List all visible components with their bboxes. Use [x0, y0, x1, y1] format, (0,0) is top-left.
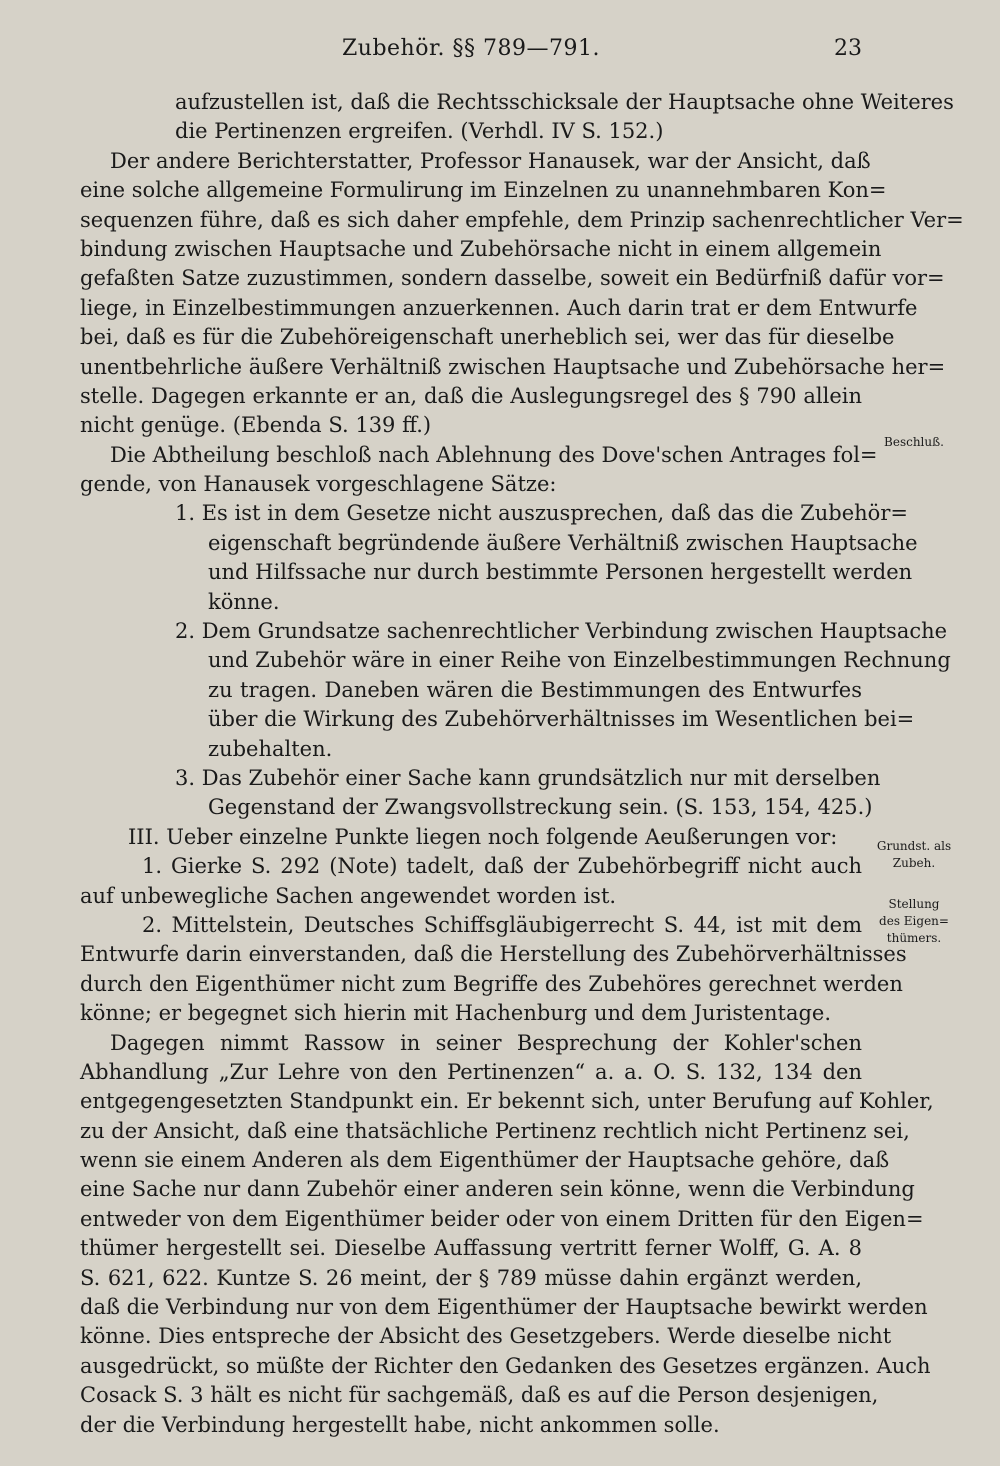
margin-note-line: Grundst. als — [876, 839, 952, 853]
text-line: bindung zwischen Hauptsache und Zubehörsache nicht in einem allgemein — [80, 236, 882, 261]
margin-note-grundstueck — [866, 838, 962, 872]
text-line: Cosack S. 3 hält es nicht für sachgemäß, daß es auf die Person desjenigen, — [80, 1383, 879, 1408]
text-line: thümer hergestellt sei. Dieselbe Auffassung vertritt ferner Wolff, G. A. 8 — [80, 1236, 862, 1261]
margin-note-beschluss — [866, 434, 962, 451]
text-line: Der andere Berichterstatter, Professor Hanausek, war der Ansicht, daß — [110, 148, 871, 173]
text-line: 2. Mittelstein, Deutsches Schiffsgläubigerrecht S. 44, ist mit dem — [142, 912, 862, 937]
text-line: bei, daß es für die Zubehöreigenschaft unerheblich sei, wer das für dieselbe — [80, 325, 895, 350]
list-item-line: über die Wirkung des Zubehörverhältnisses im Wesentlichen bei= — [208, 707, 915, 732]
text-line: könne; er begegnet sich hierin mit Hachenburg und dem Juristentage. — [80, 1001, 832, 1026]
text-line: die Pertinenzen ergreifen. (Verhdl. IV S. 152.) — [175, 119, 664, 144]
list-item-line: zubehalten. — [208, 736, 333, 761]
margin-note-stellung — [866, 896, 962, 947]
text-line: aufzustellen ist, daß die Rechtsschicksale der Hauptsache ohne Weiteres — [175, 90, 954, 114]
text-line: eine Sache nur dann Zubehör einer anderen sein könne, wenn die Verbindung — [80, 1177, 915, 1202]
section-heading-line: III. Ueber einzelne Punkte liegen noch folgende Aeußerungen vor: — [128, 824, 838, 849]
text-line: unentbehrliche äußere Verhältniß zwischen Hauptsache und Zubehörsache her= — [80, 354, 946, 379]
list-item-line: und Zubehör wäre in einer Reihe von Einzelbestimmungen Rechnung — [208, 648, 951, 673]
text-line: durch den Eigenthümer nicht zum Begriffe des Zubehöres gerechnet werden — [80, 971, 903, 996]
text-line: stelle. Dagegen erkannte er an, daß die Auslegungsregel des § 790 allein — [80, 383, 862, 408]
margin-note-line: Stellung — [888, 897, 940, 911]
text-line: Abhandlung „Zur Lehre von den Pertinenzen“ a. a. O. S. 132, 134 den — [80, 1059, 862, 1084]
text-line: Entwurfe darin einverstanden, daß die Herstellung des Zubehörverhältnisses — [80, 942, 907, 967]
text-line: auf unbewegliche Sachen angewendet worden ist. — [80, 883, 617, 908]
text-line: daß die Verbindung nur von dem Eigenthümer der Hauptsache bewirkt werden — [80, 1295, 928, 1320]
text-line: 1. Gierke S. 292 (Note) tadelt, daß der Zubehörbegriff nicht auch — [142, 854, 862, 879]
running-head: Zubehör. §§ 789—791. — [341, 36, 601, 61]
list-item-line: 3. Das Zubehör einer Sache kann grundsätzlich nur mit derselben — [175, 765, 881, 790]
text-line: Die Abtheilung beschloß nach Ablehnung des Dove'schen Antrages fol= — [110, 442, 878, 467]
text-line: zu der Ansicht, daß eine thatsächliche Pertinenz rechtlich nicht Pertinenz sei, — [80, 1118, 910, 1143]
list-item-line: 1. Es ist in dem Gesetze nicht auszusprechen, daß das die Zubehör= — [175, 501, 908, 526]
text-line: der die Verbindung hergestellt habe, nicht ankommen solle. — [80, 1412, 720, 1437]
text-line: entweder von dem Eigenthümer beider oder von einem Dritten für den Eigen= — [80, 1206, 924, 1231]
text-line: eine solche allgemeine Formulirung im Einzelnen zu unannehmbaren Kon= — [80, 178, 887, 203]
list-item-line: 2. Dem Grundsatze sachenrechtlicher Verbindung zwischen Hauptsache — [175, 619, 948, 644]
text-line: nicht genüge. (Ebenda S. 139 ff.) — [80, 413, 432, 438]
text-line: könne. Dies entspreche der Absicht des Gesetzgebers. Werde dieselbe nicht — [80, 1324, 892, 1349]
margin-note-line: thümers. — [886, 931, 942, 945]
text-line: ausgedrückt, so müßte der Richter den Gedanken des Gesetzes ergänzen. Auch — [80, 1353, 931, 1378]
text-line: sequenzen führe, daß es sich daher empfehle, dem Prinzip sachenrechtlicher Ver= — [80, 207, 964, 232]
text-line: liege, in Einzelbestimmungen anzuerkennen. Auch darin trat er dem Entwurfe — [80, 295, 918, 320]
page-number: 23 — [834, 36, 862, 61]
text-line: gefaßten Satze zuzustimmen, sondern dasselbe, soweit ein Bedürfniß dafür vor= — [80, 266, 945, 291]
list-item-line: Gegenstand der Zwangsvollstreckung sein. (S. 153, 154, 425.) — [208, 795, 873, 820]
text-line: Dagegen nimmt Rassow in seiner Besprechung der Kohler'schen — [110, 1030, 862, 1055]
text-line: entgegengesetzten Standpunkt ein. Er bekennt sich, unter Berufung auf Kohler, — [80, 1089, 934, 1114]
list-item-line: zu tragen. Daneben wären die Bestimmungen des Entwurfes — [208, 677, 862, 702]
margin-note-line: Beschluß. — [884, 435, 944, 449]
list-item-line: eigenschaft begründende äußere Verhältniß zwischen Hauptsache — [208, 530, 918, 555]
list-item-line: und Hilfssache nur durch bestimmte Personen hergestellt werden — [208, 560, 913, 585]
margin-note-line: des Eigen= — [879, 914, 949, 928]
list-item-line: könne. — [208, 589, 280, 614]
text-line: S. 621, 622. Kuntze S. 26 meint, der § 789 müsse dahin ergänzt werden, — [80, 1265, 862, 1290]
margin-note-line: Zubeh. — [892, 856, 936, 870]
text-line: wenn sie einem Anderen als dem Eigenthümer der Hauptsache gehöre, daß — [80, 1148, 890, 1173]
text-line: gende, von Hanausek vorgeschlagene Sätze: — [80, 472, 557, 497]
page-header — [80, 34, 862, 64]
